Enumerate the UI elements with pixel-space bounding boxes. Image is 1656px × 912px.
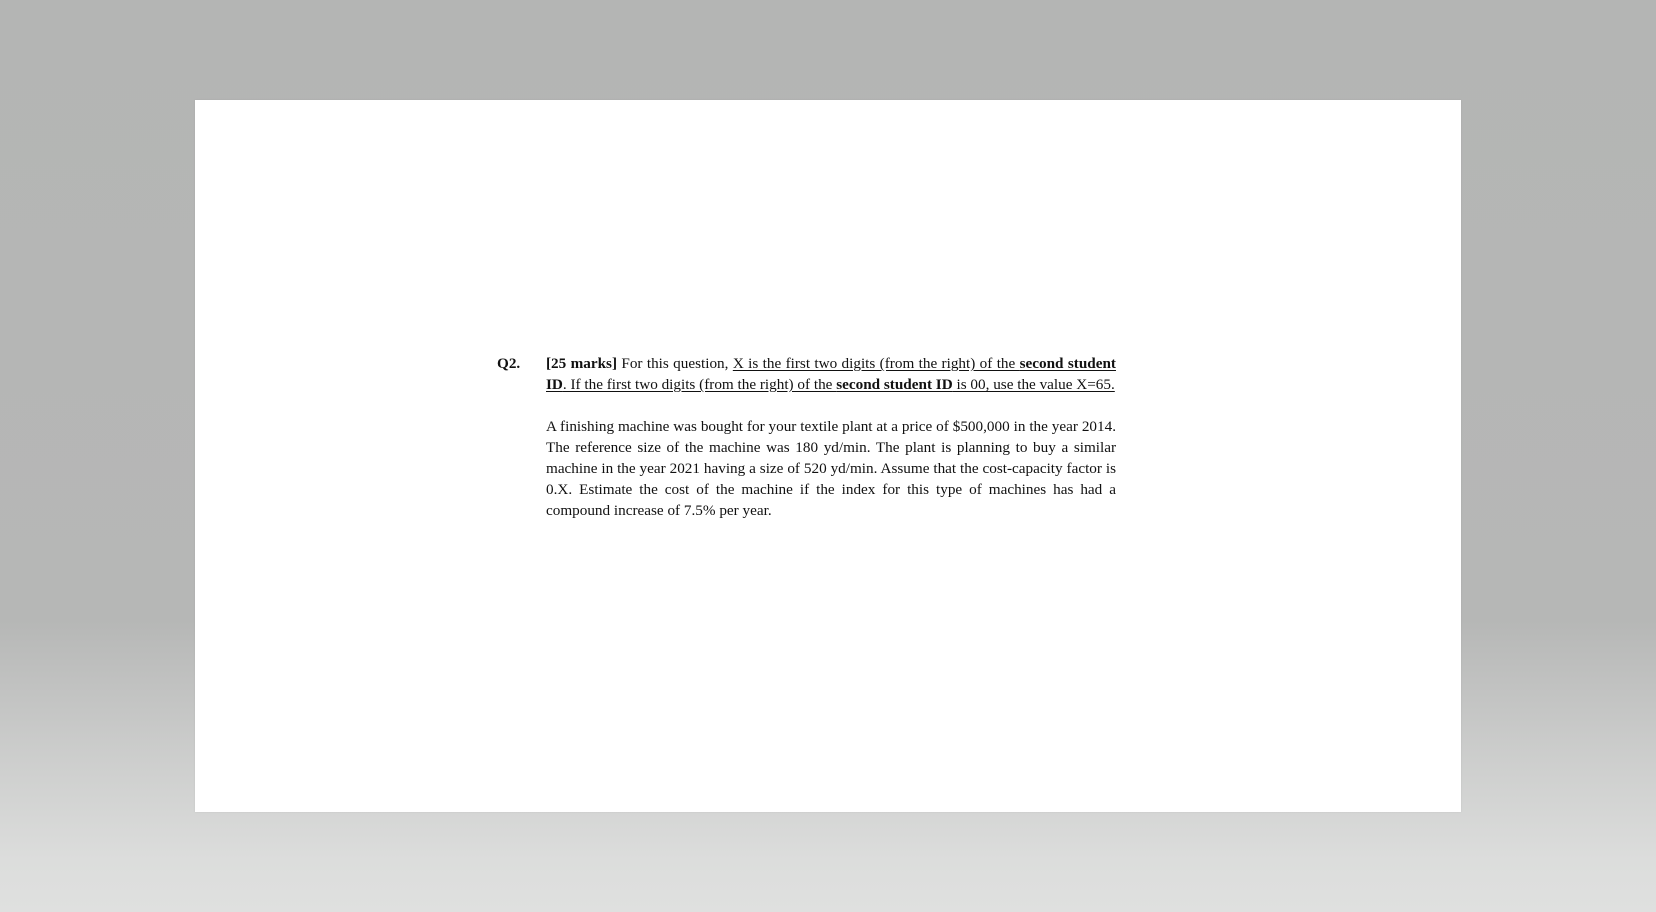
question-intro [546, 353, 1116, 395]
problem-statement: A finishing machine was bought for your textile plant at a price of $500,000 in the year 2014. The reference size of the machine was 180 yd/min. The plant is planning to buy a similar machine in the year 2021 having a size of 520 yd/min. Assume that the cost-capacity factor is 0.X. Estimate the cost of the machine if the index for this type of machines has had a compound increase of 7.5% per year. [546, 418, 1116, 519]
document-page [195, 100, 1461, 812]
student-id-emphasis-1: second student ID [546, 355, 1116, 393]
intro-text: For this question, [617, 355, 733, 372]
x-default-value-text: is 00, use the value X=65. [952, 376, 1115, 393]
question-body [546, 353, 1116, 521]
x-fallback-text: . If the first two digits (from the right) of the [562, 376, 837, 393]
student-id-emphasis-2: second student ID [836, 376, 953, 393]
question-marks: [25 marks] [546, 355, 618, 372]
x-definition-text: X is the first two digits (from the right) of the [732, 355, 1020, 372]
question-number: Q2. [497, 355, 521, 372]
question-block [497, 353, 1127, 521]
